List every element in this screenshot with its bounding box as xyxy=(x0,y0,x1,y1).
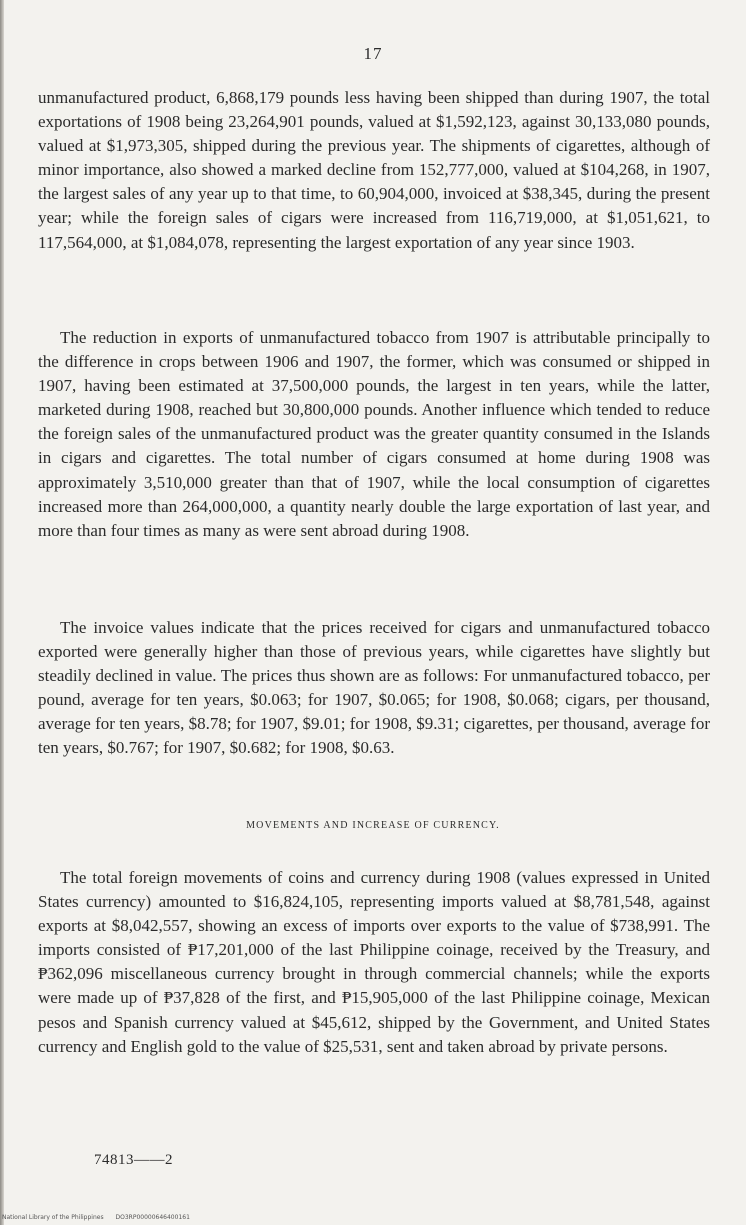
section-heading: MOVEMENTS AND INCREASE OF CURRENCY. xyxy=(246,820,500,831)
paragraph-invoice-values: The invoice values indicate that the prices received for cigars and unmanufactured tobacco exported were generally higher than those of previous years, while cigarettes have slightly but steadily declined in value. The prices thus shown are as follows: For unmanufactured tobacco, per pound, average for ten years, $0.063; for 1907, $0.065; for 1908, $0.068; cigars, per thousand, average for ten years, $8.78; for 1907, $9.01; for 1908, $9.31; cigarettes, per thousand, average for ten years, $0.767; for 1907, $0.682; for 1908, $0.63. xyxy=(38,618,710,758)
paragraph-tobacco-exports: unmanufactured product, 6,868,179 pounds less having been shipped than during 1907, the total exportations of 1908 being 23,264,901 pounds, valued at $1,592,123, against 30,133,080 pounds, valued at $1,973,305, shipped during the previous year. The shipments of cigarettes, although of minor importance, also showed a marked decline from 152,777,000, valued at $104,268, in 1907, the largest sales of any year up to that time, to 60,904,000, invoiced at $38,345, during the present year; while the foreign sales of cigars were increased from 116,719,000, at $1,051,621, to 117,564,000, at $1,084,078, representing the largest exportation of any year since 1903. xyxy=(38,88,710,252)
page-number: 17 xyxy=(363,44,383,63)
scan-footer xyxy=(2,1214,190,1221)
footer-library-name: National Library of the Philippines xyxy=(2,1214,104,1221)
page-spine-shadow xyxy=(0,0,4,1225)
paragraph-reduction-in-exports: The reduction in exports of unmanufactured tobacco from 1907 is attributable principally to the difference in crops between 1906 and 1907, the former, which was consumed or shipped in 1907, having been estimated at 37,500,000 pounds, the largest in ten years, while the latter, marketed during 1908, reached but 30,800,000 pounds. Another influence which tended to reduce the foreign sales of the unmanufactured product was the greater quantity consumed in the Islands in cigars and cigarettes. The total number of cigars consumed at home during 1908 was approximately 3,510,000 greater than that of 1907, while the local consumption of cigarettes increased more than 264,000,000, a quantity nearly double the large exportation of last year, and more than four times as many as were sent abroad during 1908. xyxy=(38,328,710,540)
paragraph-currency-movements: The total foreign movements of coins and currency during 1908 (values expressed in United States currency) amounted to $16,824,105, representing imports valued at $8,781,548, against exports at $8,042,557, showing an excess of imports over exports to the value of $738,991. The imports consisted of ₱17,201,000 of the last Philippine coinage, received by the Treasury, and ₱362,096 miscellaneous currency brought in through commercial channels; while the exports were made up of ₱37,828 of the first, and ₱15,905,000 of the last Philippine coinage, Mexican pesos and Spanish currency valued at $45,612, shipped by the Government, and United States currency and English gold to the value of $25,531, sent and taken abroad by private persons. xyxy=(38,868,710,1056)
footer-scan-code: DO3RP00000646400161 xyxy=(115,1214,190,1221)
printer-signature-mark: 74813——2 xyxy=(94,1152,173,1168)
